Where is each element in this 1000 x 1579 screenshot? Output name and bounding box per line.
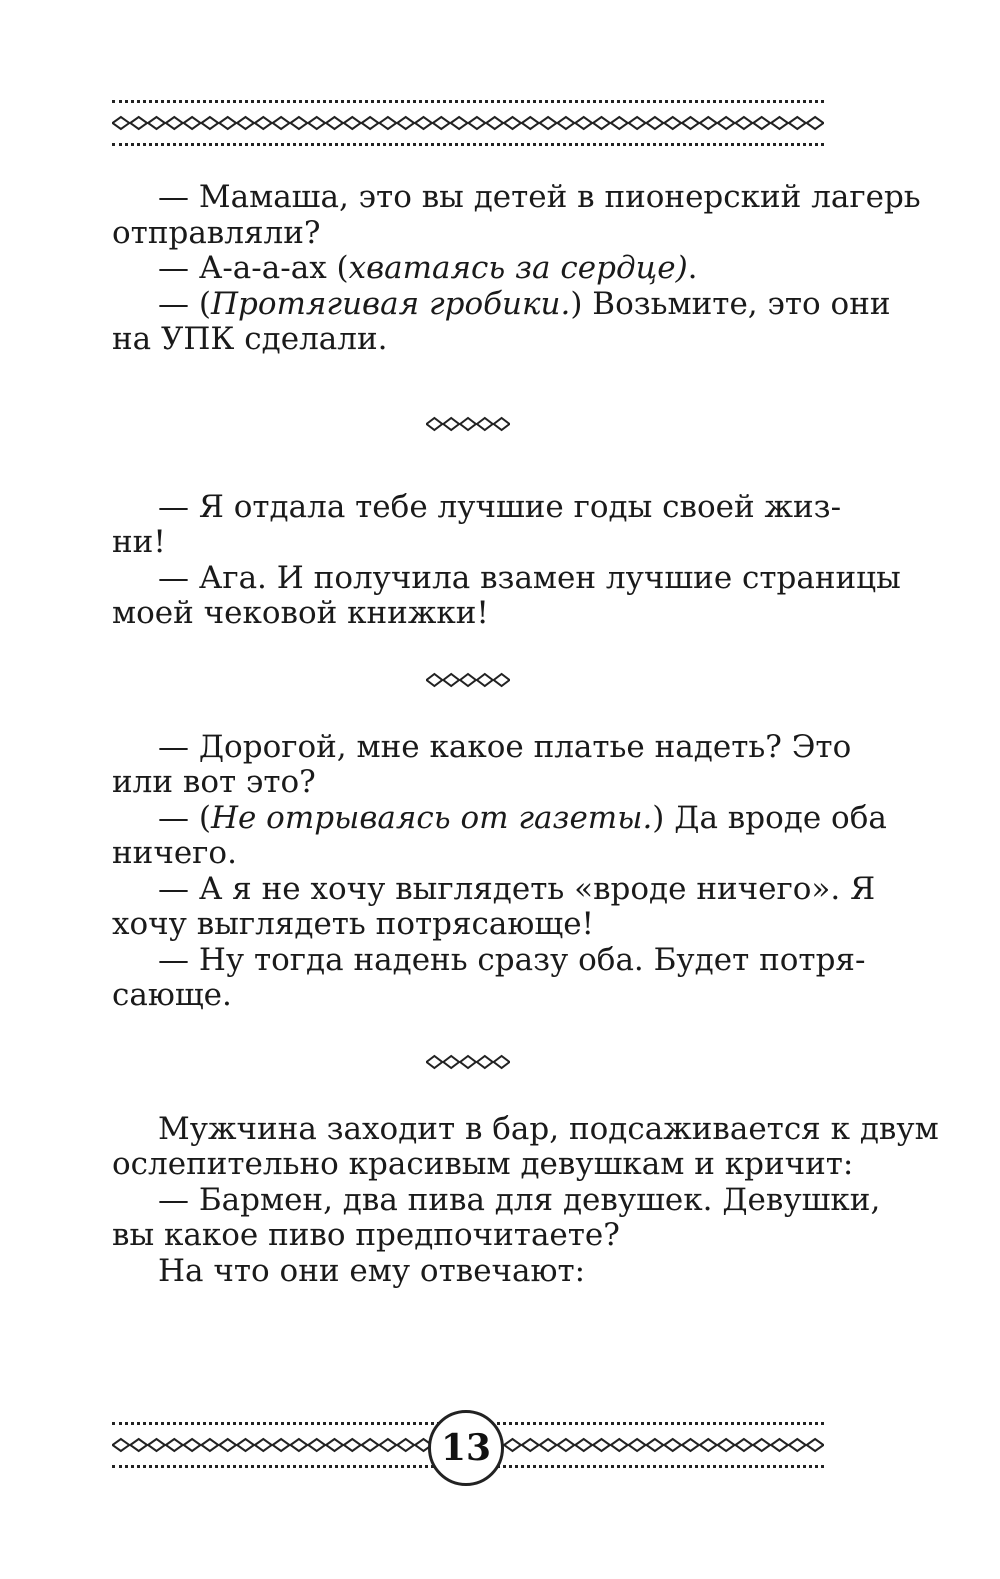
diamond-icon: [237, 117, 254, 129]
diamond-icon: [682, 117, 699, 129]
diamond-icon: [166, 117, 183, 129]
diamond-icon: [575, 1439, 592, 1451]
diamond-icon: [807, 117, 824, 129]
diamond-icon: [397, 117, 414, 129]
diamond-icon: [219, 117, 236, 129]
diamond-icon: [237, 1439, 254, 1451]
text-line: — Ага. И получила взамен лучшие страницы: [158, 559, 901, 596]
diamond-icon: [718, 1439, 735, 1451]
diamond-icon: [647, 117, 664, 129]
text-line: сающе.: [112, 977, 232, 1013]
diamond-icon: [443, 674, 459, 686]
diamond-icon: [736, 1439, 753, 1451]
text-line: вы какое пиво предпочитаете?: [112, 1217, 620, 1253]
diamond-icon: [344, 1439, 361, 1451]
diamond-icon: [753, 1439, 770, 1451]
diamond-icon: [202, 1439, 219, 1451]
diamond-icon: [380, 117, 397, 129]
text-line: — А-а-а-ах (хватаясь за сердце).: [158, 250, 698, 286]
diamond-icon: [494, 418, 510, 430]
diamond-icon: [184, 1439, 201, 1451]
page-text: [112, 179, 939, 1289]
diamond-icon: [477, 674, 493, 686]
diamond-icon: [789, 1439, 806, 1451]
diamond-icon: [611, 1439, 628, 1451]
text-line: — Мамаша, это вы детей в пионерский лагерь: [158, 179, 921, 215]
diamond-separator-icon: [426, 415, 510, 433]
text-line: Мужчина заходит в бар, подсаживается к двум: [158, 1110, 939, 1147]
diamond-icon: [255, 117, 272, 129]
diamond-icon: [807, 1439, 824, 1451]
diamond-icon: [460, 1056, 476, 1068]
diamond-icon: [504, 117, 521, 129]
diamond-icon: [427, 674, 443, 686]
diamond-icon: [629, 1439, 646, 1451]
diamond-icon: [469, 117, 486, 129]
text-line: хочу выглядеть потрясающе!: [112, 906, 594, 942]
diamond-icon: [540, 1439, 557, 1451]
diamond-icon: [477, 1056, 493, 1068]
text-line: — Дорогой, мне какое платье надеть? Это: [158, 728, 852, 765]
diamond-icon: [326, 117, 343, 129]
text-line: ослепительно красивым девушкам и кричит:: [112, 1146, 854, 1182]
diamond-icon: [771, 117, 788, 129]
diamond-icon: [753, 117, 770, 129]
diamond-icon: [664, 117, 681, 129]
top-diamond-chain: [112, 114, 824, 132]
diamond-icon: [504, 1439, 521, 1451]
diamond-icon: [611, 117, 628, 129]
diamond-icon: [148, 1439, 165, 1451]
diamond-icon: [477, 418, 493, 430]
top-dotted-line-upper: [112, 100, 824, 103]
diamond-icon: [664, 1439, 681, 1451]
diamond-icon: [415, 117, 432, 129]
diamond-icon: [362, 117, 379, 129]
diamond-icon: [700, 117, 717, 129]
diamond-icon: [130, 117, 147, 129]
diamond-icon: [273, 117, 290, 129]
text-line: — (Протягивая гробики.) Возьмите, это они: [158, 285, 891, 322]
diamond-icon: [308, 1439, 325, 1451]
page-number-badge: [428, 1410, 504, 1486]
diamond-icon: [148, 117, 165, 129]
diamond-icon: [789, 117, 806, 129]
diamond-icon: [486, 117, 503, 129]
diamond-icon: [130, 1439, 147, 1451]
diamond-icon: [540, 117, 557, 129]
diamond-icon: [380, 1439, 397, 1451]
diamond-icon: [575, 117, 592, 129]
diamond-icon: [427, 418, 443, 430]
text-line: На что они ему отвечают:: [158, 1252, 586, 1289]
diamond-icon: [291, 1439, 308, 1451]
diamond-icon: [362, 1439, 379, 1451]
diamond-icon: [202, 117, 219, 129]
text-line: — (Не отрываясь от газеты.) Да вроде оба: [158, 799, 887, 836]
text-line: ни!: [112, 524, 166, 560]
diamond-icon: [326, 1439, 343, 1451]
diamond-separator-icon: [426, 1053, 510, 1071]
diamond-icon: [647, 1439, 664, 1451]
page-number: 13: [440, 1427, 492, 1469]
separator-3: [112, 1044, 824, 1080]
diamond-icon: [184, 117, 201, 129]
text-line: ничего.: [112, 835, 237, 871]
diamond-icon: [629, 117, 646, 129]
diamond-icon: [397, 1439, 414, 1451]
diamond-icon: [427, 1056, 443, 1068]
diamond-icon: [558, 1439, 575, 1451]
diamond-icon: [558, 117, 575, 129]
diamond-icon: [166, 1439, 183, 1451]
diamond-icon: [522, 1439, 539, 1451]
text-line: — А я не хочу выглядеть «вроде ничего». Я: [158, 870, 876, 907]
diamond-icon: [219, 1439, 236, 1451]
top-decorative-border: [112, 100, 824, 146]
diamond-icon: [718, 117, 735, 129]
diamond-icon: [593, 117, 610, 129]
diamond-icon: [460, 418, 476, 430]
diamond-icon: [308, 117, 325, 129]
diamond-icon: [113, 1439, 130, 1451]
diamond-icon: [443, 418, 459, 430]
diamond-icon: [593, 1439, 610, 1451]
diamond-icon: [494, 1056, 510, 1068]
diamond-icon: [700, 1439, 717, 1451]
diamond-icon: [291, 117, 308, 129]
text-line: на УПК сделали.: [112, 321, 388, 357]
diamond-icon: [736, 117, 753, 129]
diamond-icon: [273, 1439, 290, 1451]
text-line: — Я отдала тебе лучшие годы своей жиз-: [158, 488, 842, 525]
diamond-icon: [255, 1439, 272, 1451]
separator-1: [112, 400, 824, 448]
diamond-icon: [460, 674, 476, 686]
diamond-icon: [113, 117, 130, 129]
text-line: — Бармен, два пива для девушек. Девушки,: [158, 1181, 881, 1218]
diamond-icon: [522, 117, 539, 129]
diamond-icon: [451, 117, 468, 129]
text-line: — Ну тогда надень сразу оба. Будет потря-: [158, 941, 866, 978]
diamond-icon: [494, 674, 510, 686]
diamond-icon: [344, 117, 361, 129]
separator-2: [112, 662, 824, 698]
diamond-separator-icon: [426, 671, 510, 689]
top-dotted-line-lower: [112, 143, 824, 146]
diamond-icon: [771, 1439, 788, 1451]
text-line: или вот это?: [112, 764, 316, 800]
diamond-icon: [433, 117, 450, 129]
text-line: отправляли?: [112, 214, 321, 251]
diamond-icon: [682, 1439, 699, 1451]
diamond-icon: [443, 1056, 459, 1068]
text-line: моей чековой книжки!: [112, 595, 489, 631]
